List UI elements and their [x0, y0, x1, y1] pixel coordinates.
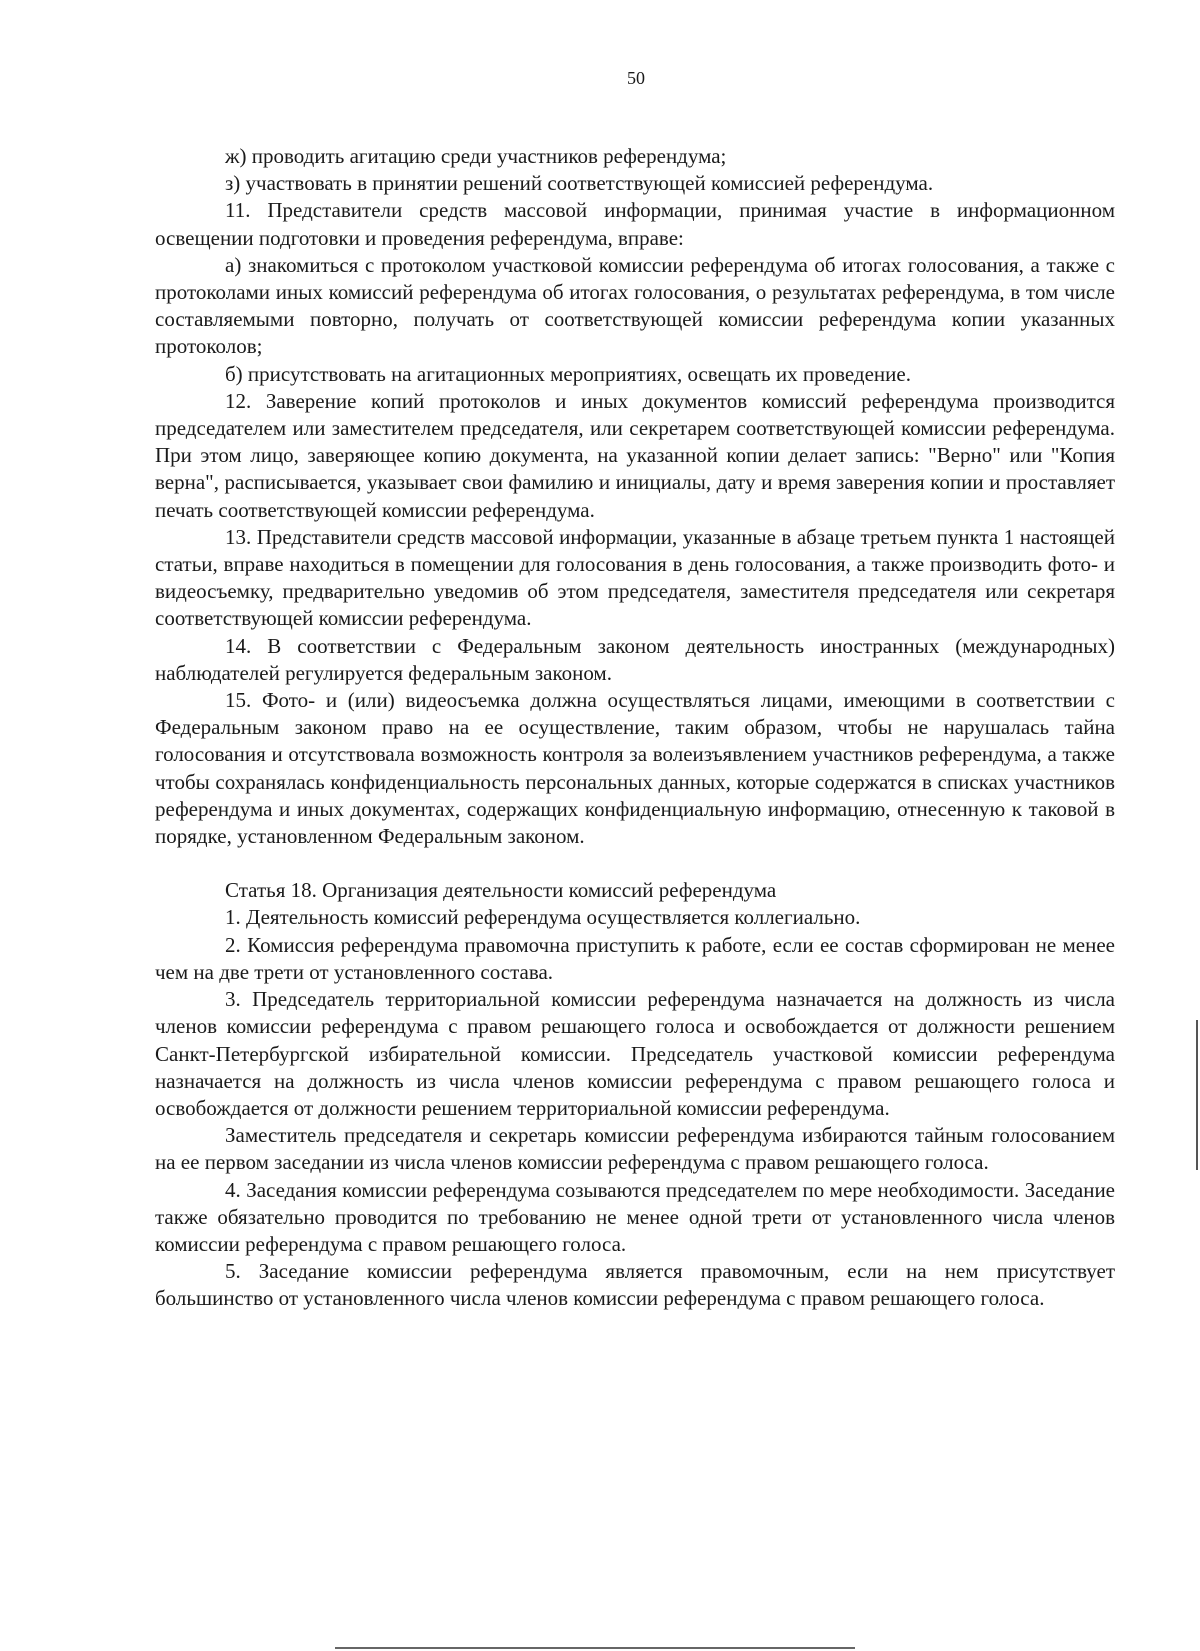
paragraph: 5. Заседание комиссии референдума является правомочным, если на нем присутствует большинство от установленного числа членов комиссии референдума с правом решающего голоса.: [155, 1259, 1115, 1311]
paragraph: а) знакомиться с протоколом участковой комиссии референдума об итогах голосования, а также с протоколами иных комиссий референдума об итогах голосования, о результатах референдума, в том числе составляемыми повторно, получать от соответствующей комиссии референдума копии указанных протоколов;: [155, 252, 1115, 359]
paragraph: 1. Деятельность комиссий референдума осуществляется коллегиально.: [225, 905, 861, 930]
document-body: [155, 143, 1115, 1313]
paragraph: 2. Комиссия референдума правомочна приступить к работе, если ее состав сформирован не менее чем на две трети от установленного состава.: [155, 932, 1115, 984]
paragraph: з) участвовать в принятии решений соответствующей комиссией референдума.: [225, 171, 934, 196]
paragraph: 4. Заседания комиссии референдума созываются председателем по мере необходимости. Заседание также обязательно проводится по требованию не менее одной трети от установленного числа членов комиссии референдума с правом решающего голоса.: [155, 1177, 1115, 1256]
paragraph: 13. Представители средств массовой информации, указанные в абзаце третьем пункта 1 настоящей статьи, вправе находиться в помещении для голосования в день голосования, а также производить фото- и видеосъемку, предварительно уведомив об этом председателя, заместителя председателя или секретаря соответствующей комиссии референдума.: [155, 524, 1115, 631]
page-number: 50: [627, 68, 645, 88]
paragraph: ж) проводить агитацию среди участников референдума;: [225, 144, 727, 168]
scan-edge-mark: [1196, 1020, 1198, 1170]
paragraph: 15. Фото- и (или) видеосъемка должна осуществляться лицами, имеющими в соответствии с Федеральным законом право на ее осуществление, таким образом, чтобы не нарушалась тайна голосования и отсутствовала возможность контроля за волеизъявлением участников референдума, а также чтобы сохранялась конфиденциальность персональных данных, которые содержатся в списках участников референдума и иных документах, содержащих конфиденциальную информацию, отнесенную к таковой в порядке, установленном Федеральным законом.: [155, 688, 1115, 849]
paragraph: Заместитель председателя и секретарь комиссии референдума избираются тайным голосованием на ее первом заседании из числа членов комиссии референдума с правом решающего голоса.: [155, 1123, 1115, 1175]
scan-bottom-line: [335, 1647, 855, 1649]
paragraph: 3. Председатель территориальной комиссии референдума назначается на должность из числа членов комиссии референдума с правом решающего голоса и освобождается от должности решением Санкт-Петербургской избирательной комиссии. Председатель участковой комиссии референдума назначается на должность из числа членов комиссии референдума с правом решающего голоса и освобождается от должности решением территориальной комиссии референдума.: [155, 987, 1115, 1120]
paragraph: 11. Представители средств массовой информации, принимая участие в информационном освещении подготовки и проведения референдума, вправе:: [155, 198, 1115, 250]
paragraph: 14. В соответствии с Федеральным законом деятельность иностранных (международных) наблюдателей регулируется федеральным законом.: [155, 633, 1115, 685]
paragraph: 12. Заверение копий протоколов и иных документов комиссий референдума производится председателем или заместителем председателя, или секретарем соответствующей комиссии референдума. При этом лицо, заверяющее копию документа, на указанной копии делает запись: "Верно" или "Копия верна", расписывается, указывает свои фамилию и инициалы, дату и время заверения копии и проставляет печать соответствующей комиссии референдума.: [155, 388, 1115, 522]
article-heading: Статья 18. Организация деятельности комиссий референдума: [225, 878, 777, 903]
section-gap: [155, 850, 1115, 877]
paragraph: б) присутствовать на агитационных мероприятиях, освещать их проведение.: [225, 361, 911, 386]
